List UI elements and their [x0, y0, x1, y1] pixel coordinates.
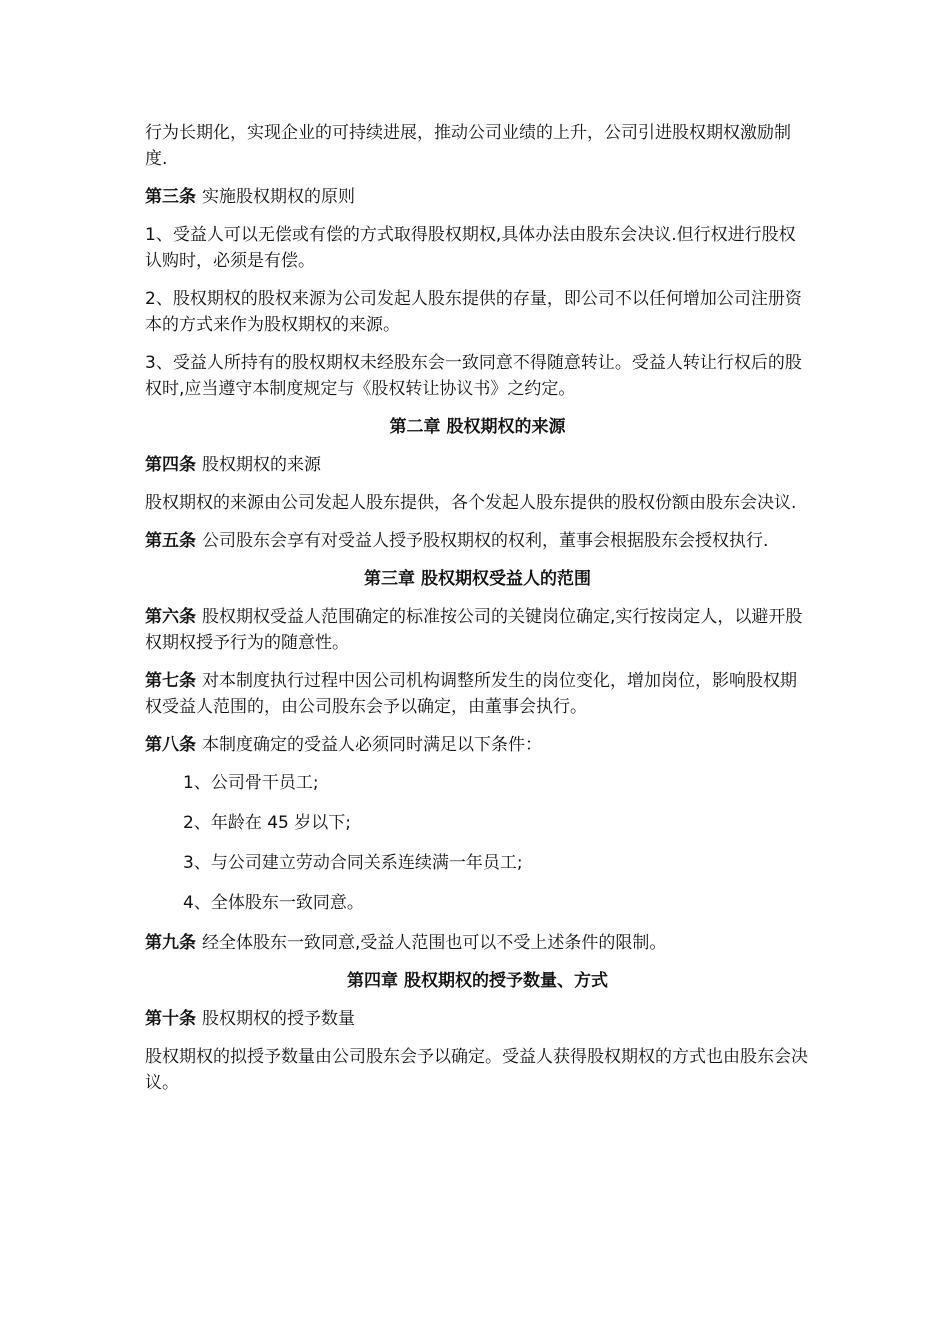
article-10-body: 股权期权的拟授予数量由公司股东会予以确定。受益人获得股权期权的方式也由股东会决议。 — [145, 1047, 808, 1093]
article-number: 第五条 — [145, 531, 196, 551]
article-number: 第八条 — [145, 735, 196, 755]
article-10-heading — [145, 1006, 810, 1032]
article-number: 第九条 — [145, 933, 196, 953]
article-text: 经全体股东一致同意,受益人范围也可以不受上述条件的限制。 — [202, 933, 667, 953]
article-8 — [145, 732, 810, 758]
article-9 — [145, 930, 810, 956]
article-text: 股权期权受益人范围确定的标准按公司的关键岗位确定,实行按岗定人，以避开股权期权授予行为的随意性。 — [145, 607, 803, 653]
article-3-item-1: 1、受益人可以无偿或有偿的方式取得股权期权,具体办法由股东会决议.但行权进行股权认购时，必须是有偿。 — [145, 225, 796, 271]
chapter-3-title: 第三章 股权期权受益人的范围 — [364, 569, 591, 589]
article-4-heading — [145, 452, 810, 478]
article-number: 第三条 — [145, 187, 196, 207]
article-7 — [145, 668, 810, 720]
article-text: 对本制度执行过程中因公司机构调整所发生的岗位变化，增加岗位，影响股权期权受益人范围的，由公司股东会予以确定，由董事会执行。 — [145, 671, 797, 717]
article-text: 公司股东会享有对受益人授予股权期权的权利，董事会根据股东会授权执行. — [202, 531, 769, 551]
article-number: 第六条 — [145, 607, 196, 627]
condition-item-4: 4、全体股东一致同意。 — [183, 893, 364, 913]
article-5 — [145, 528, 810, 554]
article-3-heading — [145, 184, 810, 210]
article-3-item-3: 3、受益人所持有的股权期权未经股东会一致同意不得随意转让。受益人转让行权后的股权时,应当遵守本制度规定与《股权转让协议书》之约定。 — [145, 353, 802, 399]
article-number: 第四条 — [145, 455, 196, 475]
condition-item-3: 3、与公司建立劳动合同关系连续满一年员工; — [183, 853, 523, 873]
article-title: 实施股权期权的原则 — [202, 187, 355, 207]
chapter-2-title: 第二章 股权期权的来源 — [389, 417, 566, 437]
condition-item-2: 2、年龄在 45 岁以下; — [183, 813, 351, 833]
article-text: 本制度确定的受益人必须同时满足以下条件： — [202, 735, 542, 755]
article-number: 第七条 — [145, 671, 196, 691]
article-6 — [145, 604, 810, 656]
article-number: 第十条 — [145, 1009, 196, 1029]
condition-item-1: 1、公司骨干员工; — [183, 773, 319, 793]
intro-paragraph: 行为长期化，实现企业的可持续进展，推动公司业绩的上升，公司引进股权期权激励制度. — [145, 123, 791, 169]
article-4-body: 股权期权的来源由公司发起人股东提供，各个发起人股东提供的股权份额由股东会决议. — [145, 493, 797, 513]
chapter-4-title: 第四章 股权期权的授予数量、方式 — [347, 971, 608, 991]
article-3-item-2: 2、股权期权的股权来源为公司发起人股东提供的存量，即公司不以任何增加公司注册资本的方式来作为股权期权的来源。 — [145, 289, 802, 335]
document-page — [145, 120, 810, 1108]
article-title: 股权期权的来源 — [202, 455, 321, 475]
article-title: 股权期权的授予数量 — [202, 1009, 355, 1029]
